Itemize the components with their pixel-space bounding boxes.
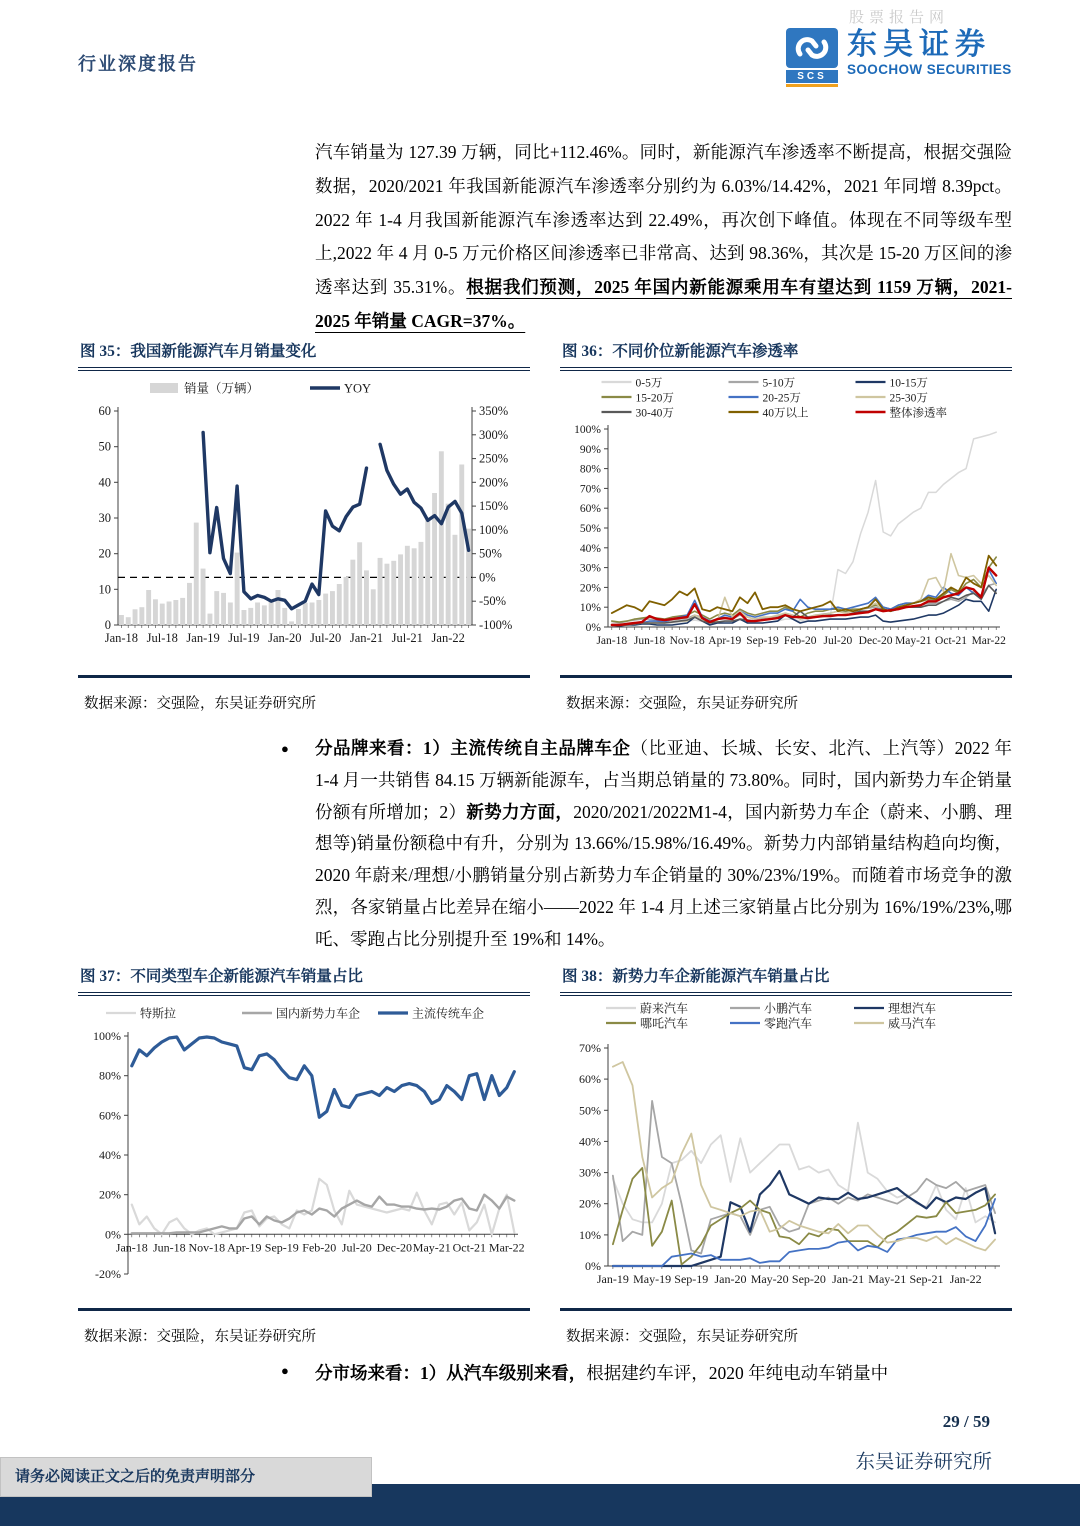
svg-text:20-25万: 20-25万 xyxy=(762,392,801,405)
svg-text:国内新势力车企: 国内新势力车企 xyxy=(276,1006,361,1021)
svg-text:Jan-20: Jan-20 xyxy=(268,631,302,645)
svg-text:60%: 60% xyxy=(579,503,601,516)
svg-text:Jan-19: Jan-19 xyxy=(186,631,220,645)
svg-text:威马汽车: 威马汽车 xyxy=(888,1016,937,1031)
svg-text:0%: 0% xyxy=(479,570,496,585)
svg-text:Jan-18: Jan-18 xyxy=(596,635,628,647)
svg-text:特斯拉: 特斯拉 xyxy=(140,1006,177,1021)
svg-text:Jan-20: Jan-20 xyxy=(714,1272,747,1286)
svg-text:25-30万: 25-30万 xyxy=(889,392,928,405)
svg-text:Apr-19: Apr-19 xyxy=(227,1240,262,1255)
svg-text:Nov-18: Nov-18 xyxy=(669,635,705,647)
svg-text:10: 10 xyxy=(98,582,111,597)
figure-38-chart xyxy=(560,996,1012,1311)
page-number: 29 / 59 xyxy=(942,1412,990,1431)
svg-text:40%: 40% xyxy=(579,542,601,555)
figure-38-caption: 数据来源：交强险，东吴证券研究所 xyxy=(566,1329,798,1345)
svg-text:Jan-19: Jan-19 xyxy=(596,1272,629,1286)
svg-text:May-20: May-20 xyxy=(750,1272,789,1286)
svg-text:Jul-20: Jul-20 xyxy=(823,635,853,647)
figure-37-chart xyxy=(78,996,530,1311)
figure-36-chart xyxy=(560,371,1012,678)
svg-text:Jun-18: Jun-18 xyxy=(152,1240,186,1255)
logo-swirl-icon xyxy=(792,32,832,64)
svg-text:70%: 70% xyxy=(579,483,601,496)
svg-text:0%: 0% xyxy=(585,1259,601,1273)
soochow-logo-icon xyxy=(786,28,838,87)
svg-text:零跑汽车: 零跑汽车 xyxy=(764,1016,813,1031)
svg-text:20: 20 xyxy=(98,546,111,561)
svg-text:Apr-19: Apr-19 xyxy=(708,635,742,647)
bullet-dot-2: ● xyxy=(281,1363,289,1378)
svg-text:30-40万: 30-40万 xyxy=(635,407,674,420)
svg-text:Jan-21: Jan-21 xyxy=(349,631,384,645)
svg-text:50: 50 xyxy=(98,439,111,454)
svg-text:0%: 0% xyxy=(585,622,601,634)
svg-text:30%: 30% xyxy=(579,1165,601,1180)
figure-38-title: 图 38：新势力车企新能源汽车销量占比 xyxy=(560,962,1012,996)
svg-text:60: 60 xyxy=(98,404,111,418)
svg-text:Jan-18: Jan-18 xyxy=(115,1240,148,1255)
logo-orange-bar xyxy=(786,84,838,87)
svg-text:Jul-21: Jul-21 xyxy=(391,631,423,645)
watermark-text: 股票报告网 xyxy=(849,10,950,26)
svg-text:Mar-22: Mar-22 xyxy=(971,635,1006,647)
institute-name: 东吴证券研究所 xyxy=(855,1452,992,1473)
svg-text:40%: 40% xyxy=(579,1134,601,1149)
svg-text:15-20万: 15-20万 xyxy=(635,392,674,405)
brand-name-en: SOOCHOW SECURITIES xyxy=(847,62,1012,77)
svg-text:350%: 350% xyxy=(479,404,509,418)
svg-text:Jan-21: Jan-21 xyxy=(832,1272,865,1286)
svg-text:50%: 50% xyxy=(479,546,502,561)
svg-text:30: 30 xyxy=(98,511,111,525)
svg-text:100%: 100% xyxy=(574,424,601,436)
svg-text:Jan-22: Jan-22 xyxy=(949,1272,982,1286)
svg-text:Sep-19: Sep-19 xyxy=(746,635,779,647)
svg-text:整体渗透率: 整体渗透率 xyxy=(889,407,947,420)
svg-text:50%: 50% xyxy=(579,1103,601,1118)
svg-text:Jul-20: Jul-20 xyxy=(341,1240,372,1255)
svg-text:Oct-21: Oct-21 xyxy=(935,635,967,647)
svg-text:Dec-20: Dec-20 xyxy=(858,635,893,647)
svg-text:40%: 40% xyxy=(99,1148,121,1162)
svg-text:10-15万: 10-15万 xyxy=(889,377,928,390)
svg-text:100%: 100% xyxy=(93,1029,121,1043)
brand-logo xyxy=(786,28,1012,87)
svg-text:Sep-19: Sep-19 xyxy=(674,1272,709,1286)
svg-text:销量（万辆）: 销量（万辆） xyxy=(184,381,260,396)
brand-name-cn: 东吴证券 xyxy=(847,28,991,61)
svg-text:20%: 20% xyxy=(579,582,601,595)
figure-36-caption: 数据来源：交强险，东吴证券研究所 xyxy=(566,696,798,712)
figure-35-caption: 数据来源：交强险，东吴证券研究所 xyxy=(84,696,316,712)
svg-text:-100%: -100% xyxy=(479,618,513,632)
svg-text:90%: 90% xyxy=(579,443,601,456)
svg-text:10%: 10% xyxy=(579,602,601,615)
svg-text:Jul-20: Jul-20 xyxy=(309,631,342,645)
svg-text:Feb-20: Feb-20 xyxy=(302,1240,337,1255)
bullet-dot-1: ● xyxy=(281,741,289,756)
svg-text:200%: 200% xyxy=(479,475,509,490)
svg-text:Jul-18: Jul-18 xyxy=(146,631,178,645)
svg-text:40万以上: 40万以上 xyxy=(762,407,809,420)
svg-text:主流传统车企: 主流传统车企 xyxy=(412,1006,485,1021)
figure-36 xyxy=(560,337,1012,713)
svg-text:-20%: -20% xyxy=(95,1267,121,1281)
svg-text:5-10万: 5-10万 xyxy=(762,377,796,390)
svg-text:30%: 30% xyxy=(579,562,601,575)
svg-text:0-5万: 0-5万 xyxy=(635,377,663,390)
svg-text:Sep-21: Sep-21 xyxy=(909,1272,944,1286)
svg-text:20%: 20% xyxy=(579,1196,601,1211)
svg-text:Jan-22: Jan-22 xyxy=(431,631,465,645)
svg-text:60%: 60% xyxy=(579,1072,601,1087)
logo-scs-label: SCS xyxy=(786,70,838,83)
brand-text xyxy=(847,28,1012,77)
figure-38 xyxy=(560,962,1012,1346)
svg-text:YOY: YOY xyxy=(344,381,372,396)
svg-text:10%: 10% xyxy=(579,1227,601,1242)
svg-text:50%: 50% xyxy=(579,523,601,535)
svg-text:80%: 80% xyxy=(579,463,601,476)
svg-text:20%: 20% xyxy=(99,1187,121,1202)
svg-text:Jan-18: Jan-18 xyxy=(104,631,139,645)
svg-text:May-21: May-21 xyxy=(412,1240,451,1255)
svg-text:May-21: May-21 xyxy=(868,1272,907,1286)
svg-text:-50%: -50% xyxy=(479,594,507,609)
svg-text:300%: 300% xyxy=(479,427,509,442)
svg-text:60%: 60% xyxy=(99,1108,121,1123)
disclaimer-box: 请务必阅读正文之后的免责声明部分 xyxy=(0,1457,372,1497)
svg-text:Jul-19: Jul-19 xyxy=(228,631,260,645)
figure-35 xyxy=(78,337,530,713)
figure-35-chart xyxy=(78,371,530,678)
svg-text:Jun-18: Jun-18 xyxy=(633,635,666,647)
figure-37-caption: 数据来源：交强险，东吴证券研究所 xyxy=(84,1329,316,1345)
figure-37-title: 图 37：不同类型车企新能源汽车销量占比 xyxy=(78,962,530,996)
svg-text:Sep-19: Sep-19 xyxy=(264,1240,299,1255)
svg-text:哪吒汽车: 哪吒汽车 xyxy=(640,1016,689,1031)
svg-text:蔚来汽车: 蔚来汽车 xyxy=(640,1001,689,1016)
svg-text:May-19: May-19 xyxy=(633,1272,672,1286)
market-analysis-paragraph: 分市场来看：1）从汽车级别来看，根据建约车评，2020 年纯电动车销量中 xyxy=(315,1363,889,1383)
svg-text:Dec-20: Dec-20 xyxy=(376,1240,412,1255)
svg-text:80%: 80% xyxy=(99,1068,121,1083)
figure-35-title: 图 35：我国新能源汽车月销量变化 xyxy=(78,337,530,371)
svg-text:理想汽车: 理想汽车 xyxy=(888,1001,937,1016)
svg-text:70%: 70% xyxy=(579,1041,601,1055)
svg-text:150%: 150% xyxy=(479,499,509,514)
svg-text:0%: 0% xyxy=(105,1227,121,1242)
figure-37 xyxy=(78,962,530,1346)
svg-text:100%: 100% xyxy=(479,522,509,537)
svg-text:Sep-20: Sep-20 xyxy=(791,1272,826,1286)
figure-36-title: 图 36：不同价位新能源汽车渗透率 xyxy=(560,337,1012,371)
svg-text:0: 0 xyxy=(104,618,111,632)
intro-paragraph: 汽车销量为 127.39 万辆，同比+112.46%。同时，新能源汽车渗透率不断提高，根据交强险数据，2020/2021 年我国新能源汽车渗透率分别约为 6.03%/14.42%，2021 年同增 8.39pct。2022 年 1-4 月我国新能源汽车渗透率达到 22.49%，再次创下峰值。体现在不同等级车型上,2022 年 4 月 0-5 万元价格区间渗透率已非常高、达到 98.36%，其次是 15-20 万区间的渗透率达到 35.31%。根据我们预测，2025 年国内新能源乘用车有望达到 1159 万辆，2021-2025 年销量 CAGR=37%。 xyxy=(315,142,1012,331)
svg-text:Nov-18: Nov-18 xyxy=(188,1240,226,1255)
svg-text:May-21: May-21 xyxy=(895,635,932,647)
svg-text:250%: 250% xyxy=(479,451,509,466)
svg-text:小鹏汽车: 小鹏汽车 xyxy=(764,1001,813,1016)
brand-analysis-paragraph: 分品牌来看：1）主流传统自主品牌车企（比亚迪、长城、长安、北汽、上汽等）2022 年 1-4 月一共销售 84.15 万辆新能源车，占当期总销量的 73.80%。同时，国内新势力车企销量份额有所增加；2）新势力方面，2020/2021/2022M1-4，国内新势力车企（蔚来、小鹏、理想等)销量份额稳中有升，分别为 13.66%/15.98%/16.49%。新势力内部销量结构趋向均衡，2020 年蔚来/理想/小鹏销量分别占新势力车企销量的 30%/23%/19%。而随着市场竞争的激烈，各家销量占比差异在缩小——2022 年 1-4 月上述三家销量占比分别为 16%/19%/23%,哪吒、零跑占比分别提升至 19%和 14%。 xyxy=(315,738,1013,949)
report-type-label: 行业深度报告 xyxy=(78,54,198,74)
svg-text:Feb-20: Feb-20 xyxy=(783,635,817,647)
svg-text:Oct-21: Oct-21 xyxy=(452,1240,486,1255)
svg-text:40: 40 xyxy=(98,475,111,490)
svg-text:Mar-22: Mar-22 xyxy=(488,1240,525,1255)
